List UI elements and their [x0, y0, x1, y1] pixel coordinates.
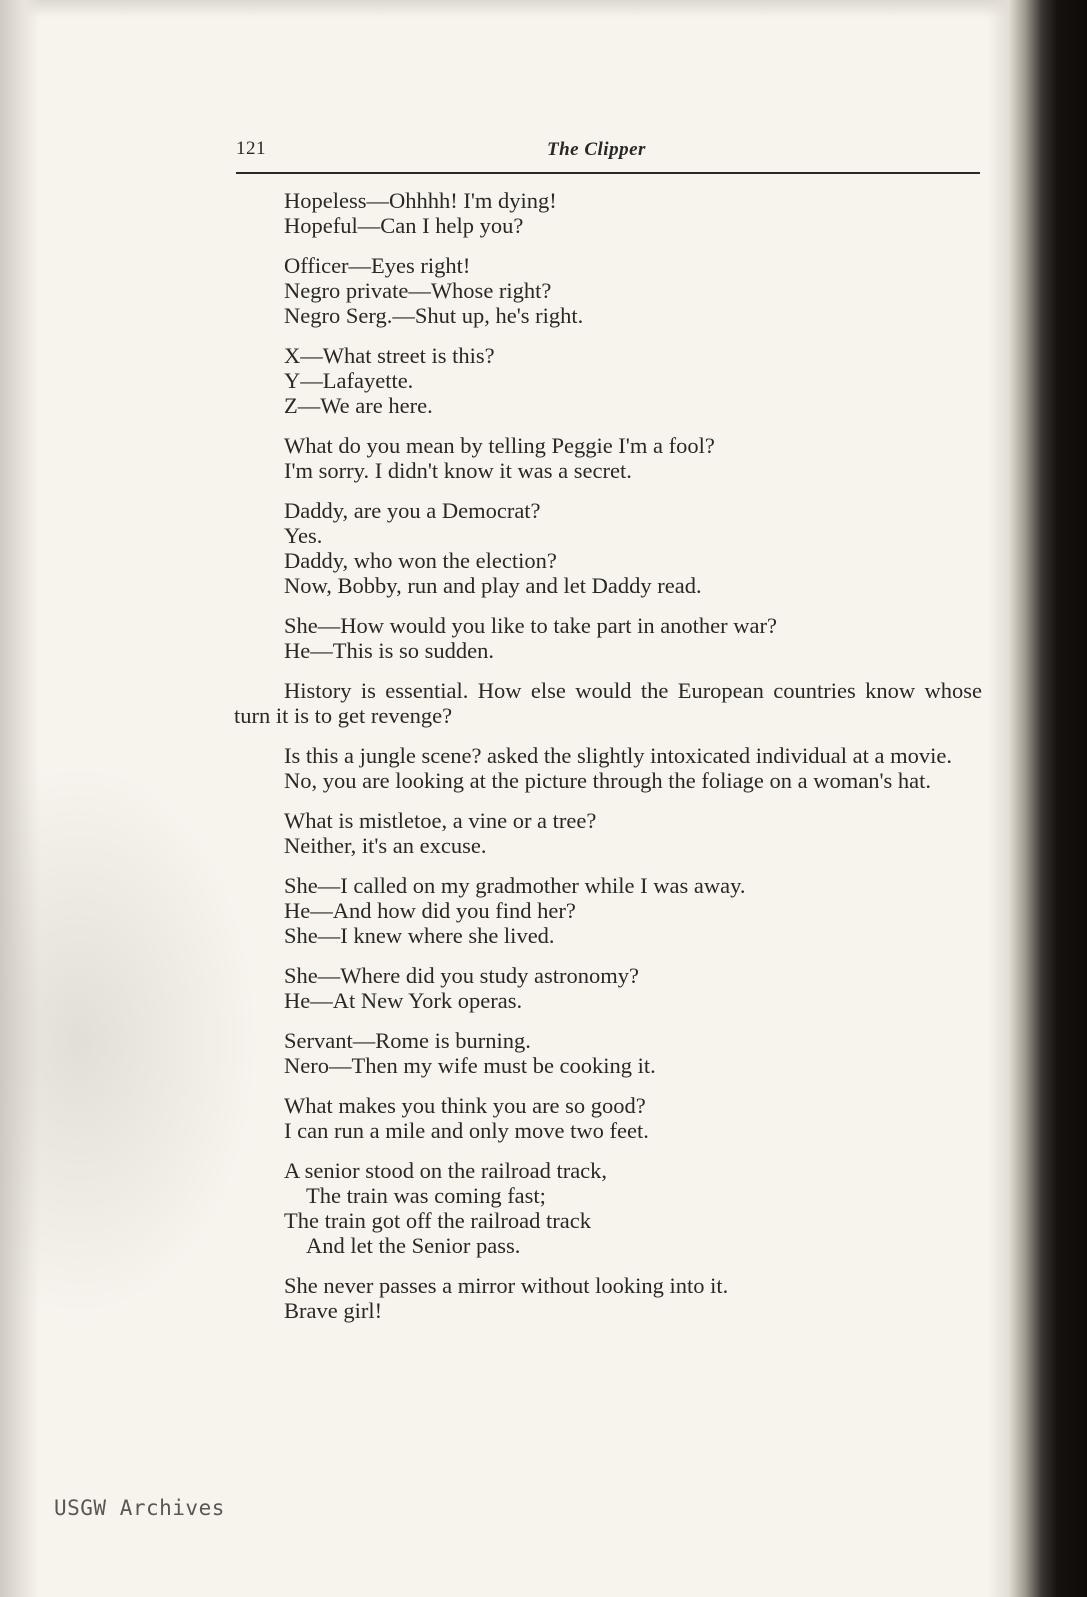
dialogue-line: She never passes a mirror without looking into it.: [284, 1273, 729, 1298]
poem-block: [234, 1158, 982, 1258]
joke-block: [234, 343, 982, 418]
dialogue-line: Daddy, are you a Democrat?: [284, 498, 541, 523]
poem-line: And let the Senior pass.: [306, 1233, 521, 1258]
page-body: [234, 188, 982, 1338]
dialogue-line: She—I knew where she lived.: [284, 923, 555, 948]
dialogue-line: She—I called on my gradmother while I was away.: [284, 873, 746, 898]
dialogue-line: Nero—Then my wife must be cooking it.: [284, 1053, 656, 1078]
joke-block: [234, 433, 982, 483]
joke-block: [234, 1273, 982, 1323]
joke-block: [234, 678, 982, 728]
joke-block: [234, 743, 982, 793]
dialogue-line: I'm sorry. I didn't know it was a secret.: [284, 458, 632, 483]
dialogue-line: Negro private—Whose right?: [284, 278, 552, 303]
dialogue-line: Now, Bobby, run and play and let Daddy read.: [284, 573, 702, 598]
dialogue-line: Officer—Eyes right!: [284, 253, 471, 278]
joke-paragraph: No, you are looking at the picture through the foliage on a woman's hat.: [284, 768, 932, 793]
joke-block: [234, 963, 982, 1013]
joke-paragraph: Is this a jungle scene? asked the slightly intoxicated individual at a movie.: [284, 743, 952, 768]
dialogue-line: I can run a mile and only move two feet.: [284, 1118, 649, 1143]
page-top-shadow: [0, 0, 1087, 18]
dialogue-line: Z—We are here.: [284, 393, 433, 418]
dialogue-line: She—Where did you study astronomy?: [284, 963, 639, 988]
dialogue-line: Yes.: [284, 523, 323, 548]
joke-block: [234, 253, 982, 328]
dialogue-line: Hopeless—Ohhhh! I'm dying!: [284, 188, 557, 213]
joke-block: [234, 808, 982, 858]
joke-block: [234, 1093, 982, 1143]
dialogue-line: She—How would you like to take part in another war?: [284, 613, 778, 638]
page-header: [236, 136, 980, 174]
dialogue-line: Daddy, who won the election?: [284, 548, 557, 573]
dialogue-line: What do you mean by telling Peggie I'm a fool?: [284, 433, 715, 458]
dialogue-line: What makes you think you are so good?: [284, 1093, 646, 1118]
poem-line: A senior stood on the railroad track,: [284, 1158, 608, 1183]
dialogue-line: Y—Lafayette.: [284, 368, 414, 393]
joke-block: [234, 873, 982, 948]
dialogue-line: Hopeful—Can I help you?: [284, 213, 524, 238]
running-head: The Clipper: [547, 139, 646, 160]
dialogue-line: Servant—Rome is burning.: [284, 1028, 531, 1053]
poem-line: The train got off the railroad track: [284, 1208, 591, 1233]
joke-block: [234, 1028, 982, 1078]
poem-line: The train was coming fast;: [306, 1183, 546, 1208]
book-binding-shadow: [987, 0, 1087, 1597]
joke-block: [234, 498, 982, 598]
dialogue-line: He—At New York operas.: [284, 988, 523, 1013]
page-smudge: [0, 760, 260, 1320]
dialogue-line: He—This is so sudden.: [284, 638, 494, 663]
dialogue-line: X—What street is this?: [284, 343, 495, 368]
joke-block: [234, 613, 982, 663]
joke-block: [234, 188, 982, 238]
dialogue-line: Brave girl!: [284, 1298, 383, 1323]
dialogue-line: What is mistletoe, a vine or a tree?: [284, 808, 597, 833]
archive-watermark: USGW Archives: [54, 1496, 225, 1520]
page-number: 121: [236, 138, 266, 159]
dialogue-line: Neither, it's an excuse.: [284, 833, 487, 858]
dialogue-line: He—And how did you find her?: [284, 898, 576, 923]
dialogue-line: Negro Serg.—Shut up, he's right.: [284, 303, 584, 328]
joke-paragraph: History is essential. How else would the European countries know whose turn it is to get revenge?: [234, 678, 982, 728]
